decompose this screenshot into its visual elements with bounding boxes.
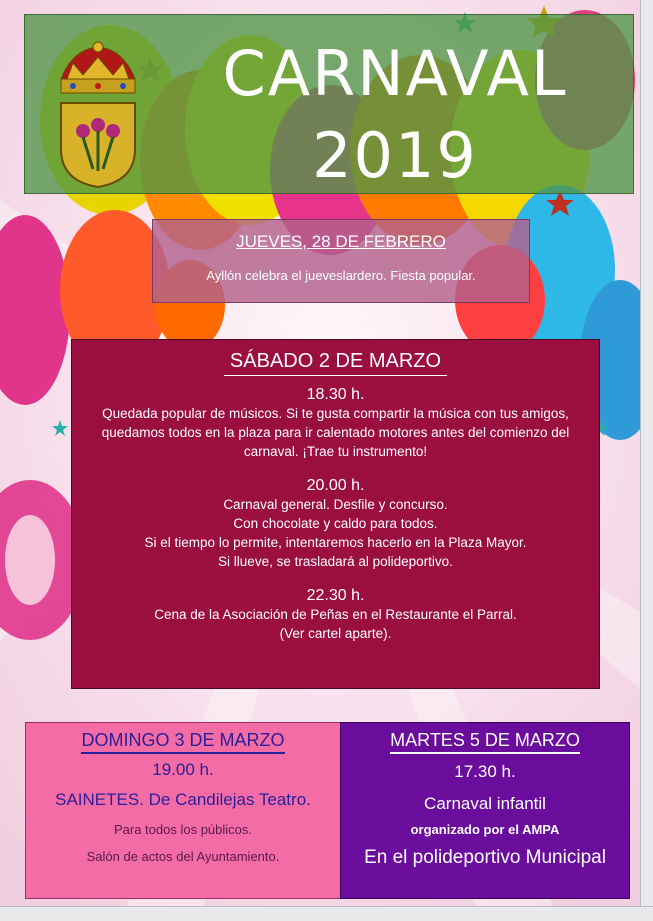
title-carnaval: CARNAVAL xyxy=(222,37,568,110)
domingo-subtitle: SAINETES. De Candilejas Teatro. xyxy=(55,790,311,809)
event-line: Carnaval general. Desfile y concurso. xyxy=(223,497,448,512)
jueves-section xyxy=(152,219,530,303)
coat-of-arms-icon xyxy=(53,39,143,189)
domingo-heading: DOMINGO 3 DE MARZO xyxy=(81,730,284,754)
martes-heading: MARTES 5 DE MARZO xyxy=(390,730,580,754)
window-right-edge xyxy=(640,0,653,921)
title-banner xyxy=(24,14,634,194)
event-time: 22.30 h. xyxy=(306,587,365,604)
domingo-note: Para todos los públicos. xyxy=(113,822,253,837)
window-bottom-edge xyxy=(0,906,653,921)
event-time: 18.30 h. xyxy=(306,386,365,403)
sabado-event xyxy=(72,477,599,571)
martes-section xyxy=(340,722,630,899)
title-year: 2019 xyxy=(312,119,478,192)
event-line: Si llueve, se trasladará al polideportivo. xyxy=(218,554,453,569)
event-line: (Ver cartel aparte). xyxy=(279,626,392,641)
event-description: Quedada popular de músicos. Si te gusta compartir la música con tus amigos, quedamos todos en la plaza para ir calentado motores antes del comienzo del carnaval. ¡Trae tu instrumento! xyxy=(101,406,570,459)
event-line: Con chocolate y caldo para todos. xyxy=(233,516,438,531)
jueves-heading: JUEVES, 28 DE FEBRERO xyxy=(236,232,446,251)
martes-time: 17.30 h. xyxy=(454,762,516,781)
domingo-section xyxy=(25,722,341,899)
sabado-event xyxy=(72,386,599,461)
domingo-time: 19.00 h. xyxy=(152,760,214,779)
martes-location: En el polideportivo Municipal xyxy=(364,847,606,868)
sabado-section xyxy=(71,339,600,689)
martes-organizer: organizado por el AMPA xyxy=(410,822,560,837)
event-line: Cena de la Asociación de Peñas en el Restaurante el Parral. xyxy=(154,607,517,622)
jueves-text: Ayllón celebra el jueveslardero. Fiesta popular. xyxy=(206,268,476,283)
event-time: 20.00 h. xyxy=(306,477,365,494)
event-line: Si el tiempo lo permite, intentaremos hacerlo en la Plaza Mayor. xyxy=(144,535,527,550)
sabado-event xyxy=(72,587,599,643)
domingo-location: Salón de actos del Ayuntamiento. xyxy=(86,849,280,864)
sabado-heading: SÁBADO 2 DE MARZO xyxy=(224,350,447,376)
martes-subtitle: Carnaval infantil xyxy=(424,794,546,813)
